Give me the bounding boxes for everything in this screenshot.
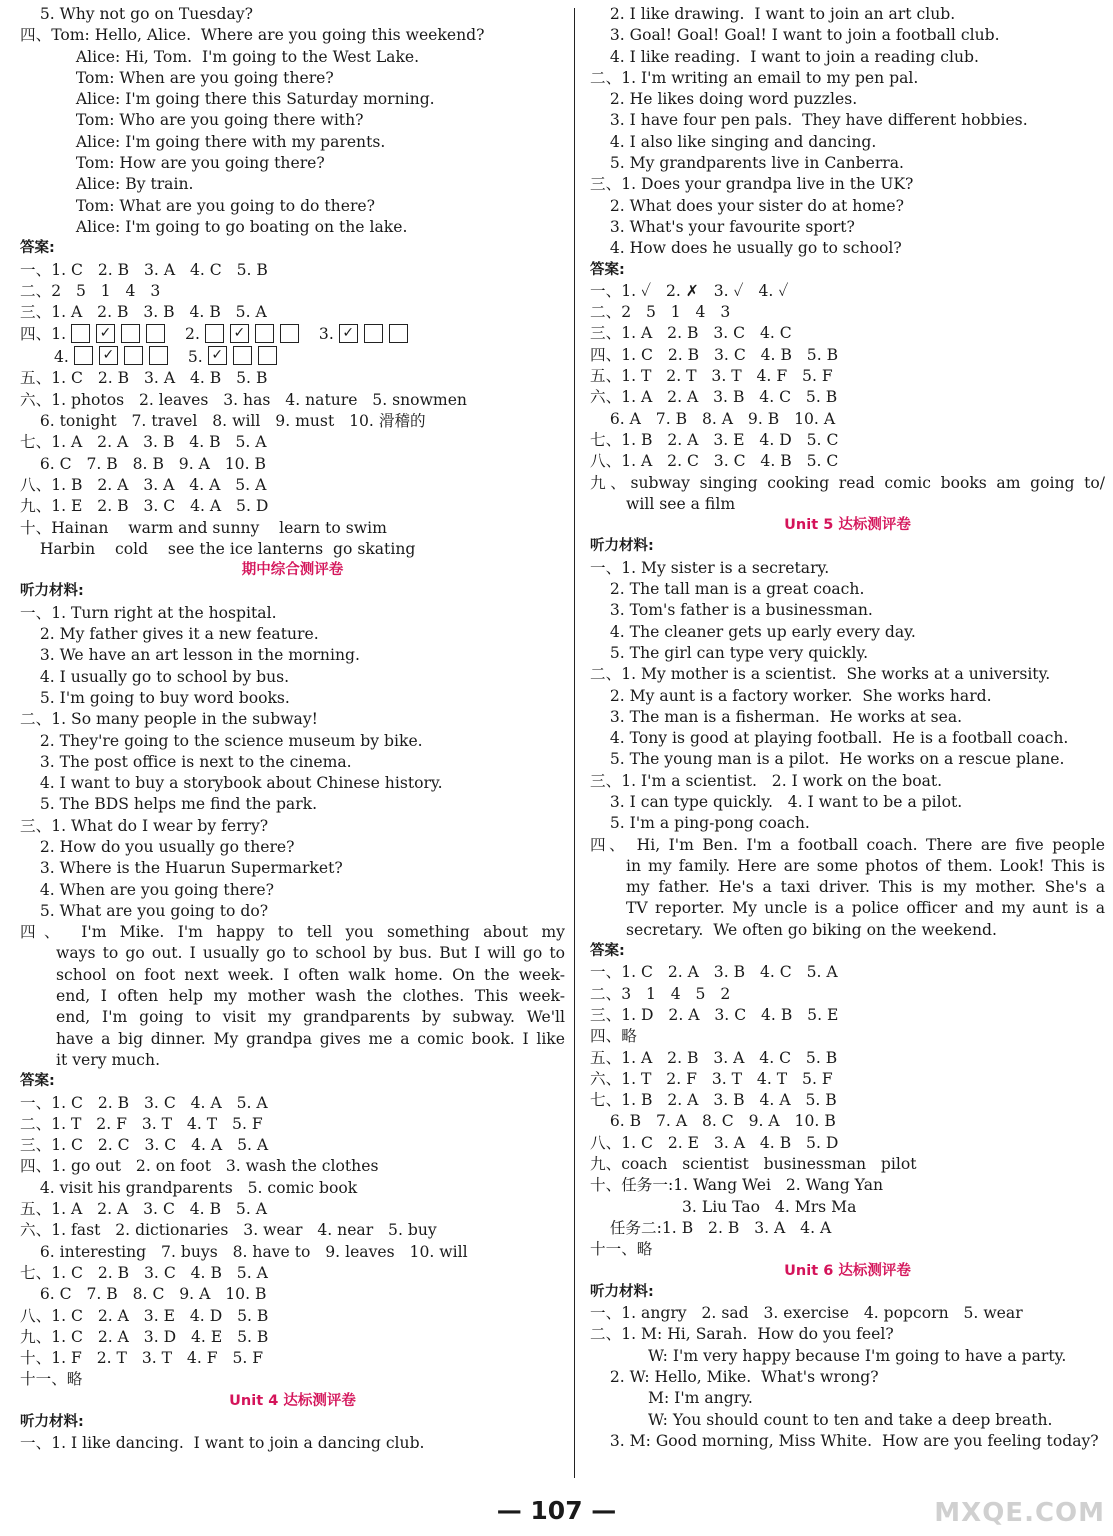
text-line: school on foot next week. I often walk home. On the week- [56, 965, 565, 984]
text-line: 九、coach scientist businessman pilot [590, 1155, 917, 1174]
text-line: 4. How does he usually go to school? [590, 239, 902, 258]
text-line: end, I often help my mother wash the clothes. This week- [56, 987, 565, 1006]
right-column [590, 4, 1105, 1452]
text-line: 五、1. T 2. T 3. T 4. F 5. F [590, 367, 833, 386]
text-line: 一、1. angry 2. sad 3. exercise 4. popcorn 5. wear [590, 1304, 1023, 1323]
section-heading: 答案: [20, 240, 55, 257]
answer-checkbox: ✓ [96, 324, 115, 343]
text-line: ways to go out. I usually go to school by bus. But I will go to [56, 944, 565, 963]
text-line: 二、1. My mother is a scientist. She works at a university. [590, 665, 1051, 684]
text-line: 4. Tony is good at playing football. He is a football coach. [590, 729, 1069, 748]
text-line: W: I'm very happy because I'm going to have a party. [648, 1346, 1067, 1365]
text-line: 2. How do you usually go there? [20, 837, 295, 856]
text-line: 二、3 1 4 5 2 [590, 984, 731, 1003]
text-line: 八、1. A 2. C 3. C 4. B 5. C [590, 452, 839, 471]
text-line: 三、1. What do I wear by ferry? [20, 816, 269, 835]
section-heading: 听力材料: [590, 1283, 654, 1300]
text-line: 三、1. A 2. B 3. C 4. C [590, 324, 792, 343]
text-line: 九、subway singing cooking read comic books am going to/ [590, 473, 1105, 492]
text-line: 5. Why not go on Tuesday? [20, 5, 253, 23]
text-line: 二、1. I'm writing an email to my pen pal. [590, 68, 919, 87]
text-line: W: You should count to ten and take a deep breath. [648, 1410, 1053, 1429]
answer-checkbox [121, 324, 140, 343]
text-line: Harbin cold see the ice lanterns go skating [20, 539, 416, 558]
line-label: 5. [187, 347, 203, 366]
text-line: 三、1. Does your grandpa live in the UK? [590, 175, 914, 194]
text-line: TV reporter. My uncle is a police officer and my aunt is a [626, 899, 1105, 918]
text-line: Tom: How are you going there? [56, 154, 325, 173]
text-line: 2. They're going to the science museum by bike. [20, 731, 423, 750]
text-line: 一、1. ✓ 2. ✗ 3. ✓ 4. ✓ [590, 281, 789, 300]
answer-checkbox: ✓ [230, 324, 249, 343]
text-line: 十、1. F 2. T 3. T 4. F 5. F [20, 1349, 264, 1368]
text-line: 5. My grandparents live in Canberra. [590, 154, 904, 173]
section-heading: 听力材料: [20, 1414, 84, 1430]
text-line: Alice: Hi, Tom. I'm going to the West Lake. [56, 47, 420, 66]
text-line: 一、1. C 2. B 3. A 4. C 5. B [20, 260, 268, 279]
text-line: 一、1. I like dancing. I want to join a dancing club. [20, 1434, 425, 1453]
text-line: 5. The girl can type very quickly. [590, 643, 869, 662]
text-line: 二、1. So many people in the subway! [20, 710, 318, 729]
text-line: 四、 I'm Mike. I'm happy to tell you something about my [20, 923, 565, 942]
text-line: 3. I have four pen pals. They have different hobbies. [590, 111, 1028, 130]
text-line: 七、1. A 2. A 3. B 4. B 5. A [20, 433, 267, 452]
answer-checkbox [233, 346, 252, 365]
text-line: 六、1. A 2. A 3. B 4. C 5. B [590, 388, 838, 407]
text-line: 2. My father gives it a new feature. [20, 625, 319, 644]
answer-checkbox: ✓ [339, 324, 358, 343]
text-line: 九、1. C 2. A 3. D 4. E 5. B [20, 1327, 269, 1346]
text-line: 3. M: Good morning, Miss White. How are you feeling today? [590, 1431, 1099, 1450]
section-heading: 答案: [590, 261, 625, 278]
text-line: 六、1. fast 2. dictionaries 3. wear 4. near 5. buy [20, 1221, 437, 1240]
text-line: 三、1. A 2. B 3. B 4. B 5. A [20, 303, 267, 322]
text-line: 6. interesting 7. buys 8. have to 9. leaves 10. will [20, 1242, 468, 1261]
answer-checkbox: ✓ [208, 346, 227, 365]
text-line: 4. I also like singing and dancing. [590, 132, 877, 151]
text-line: 3. What's your favourite sport? [590, 217, 855, 236]
text-line: 4. I like reading. I want to join a reading club. [590, 47, 979, 66]
section-title: Unit 4 达标测评卷 [229, 1392, 356, 1409]
section-heading: 答案: [590, 943, 625, 960]
text-line: Alice: I'm going to go boating on the lake. [56, 217, 408, 236]
text-line: 十一、略 [590, 1240, 653, 1259]
answer-checkbox [146, 324, 165, 343]
answer-checkbox [205, 324, 224, 343]
text-line: 2. What does your sister do at home? [590, 196, 905, 215]
answer-checkbox [124, 346, 143, 365]
answer-checkbox [149, 346, 168, 365]
text-line: 3. The man is a fisherman. He works at sea. [590, 707, 963, 726]
text-line: 3. The post office is next to the cinema. [20, 752, 352, 771]
text-line: 五、1. A 2. A 3. C 4. B 5. A [20, 1200, 268, 1219]
text-line: 5. The BDS helps me find the park. [20, 795, 318, 814]
text-line: 七、1. C 2. B 3. C 4. B 5. A [20, 1263, 268, 1282]
text-line: 4. When are you going there? [20, 880, 275, 899]
column-divider [574, 8, 575, 1478]
section-title: 期中综合测评卷 [241, 562, 344, 579]
text-line: in my family. Here are some photos of them. Look! This is [626, 856, 1105, 875]
text-line: 八、1. B 2. A 3. A 4. A 5. A [20, 475, 267, 494]
checkbox-answer-row [20, 346, 565, 369]
section-heading: 听力材料: [20, 583, 84, 600]
text-line: end, I'm going to visit my grandparents by subway. We'll [56, 1008, 565, 1027]
text-line: 一、1. C 2. B 3. C 4. A 5. A [20, 1093, 268, 1112]
text-line: 3. Where is the Huarun Supermarket? [20, 859, 343, 878]
text-line: 五、1. C 2. B 3. A 4. B 5. B [20, 369, 268, 388]
text-line: 三、1. D 2. A 3. C 4. B 5. E [590, 1005, 839, 1024]
text-line: 4. The cleaner gets up early every day. [590, 622, 916, 641]
watermark-logo: MXQE.COM [934, 1498, 1105, 1528]
text-line: 三、1. I'm a scientist. 2. I work on the boat. [590, 771, 943, 790]
text-line: 5. The young man is a pilot. He works on a rescue plane. [590, 750, 1065, 769]
text-line: 6. C 7. B 8. B 9. A 10. B [20, 454, 266, 473]
text-line: 六、1. photos 2. leaves 3. has 4. nature 5. snowmen [20, 390, 467, 409]
text-line: 5. I'm a ping-pong coach. [590, 814, 810, 833]
text-line: my father. He's a taxi driver. This is my mother. She's a [626, 878, 1105, 897]
text-line: Tom: Who are you going there with? [56, 111, 364, 130]
answer-checkbox [74, 346, 93, 365]
text-line: 3. Liu Tao 4. Mrs Ma [682, 1197, 857, 1216]
answer-checkbox [255, 324, 274, 343]
text-line: 四、1. C 2. B 3. C 4. B 5. B [590, 345, 839, 364]
text-line: 一、1. C 2. A 3. B 4. C 5. A [590, 963, 838, 982]
text-line: secretary. We often go biking on the weekend. [626, 920, 997, 939]
text-line: M: I'm angry. [648, 1389, 753, 1408]
checkbox-answer-row [20, 323, 565, 346]
text-line: 2. W: Hello, Mike. What's wrong? [590, 1368, 879, 1386]
answer-checkbox [258, 346, 277, 365]
text-line: 2. He likes doing word puzzles. [590, 90, 858, 109]
text-line: 4. I want to buy a storybook about Chinese history. [20, 774, 443, 793]
text-line: 6. C 7. B 8. C 9. A 10. B [20, 1285, 267, 1304]
answer-checkbox [389, 324, 408, 343]
text-line: 3. Tom's father is a businessman. [590, 601, 873, 620]
text-line: Tom: When are you going there? [56, 68, 334, 87]
answer-checkbox [364, 324, 383, 343]
text-line: 一、1. My sister is a secretary. [590, 558, 830, 577]
text-line: 任务二:1. B 2. B 3. A 4. A [590, 1218, 832, 1237]
text-line: will see a film [626, 494, 736, 513]
text-line: 6. A 7. B 8. A 9. B 10. A [590, 409, 836, 428]
line-label: 2. [185, 325, 200, 344]
section-title: Unit 5 达标测评卷 [784, 517, 911, 534]
text-line: 2. I like drawing. I want to join an art club. [590, 5, 956, 23]
left-column [20, 4, 565, 1455]
text-line: Tom: What are you going to do there? [56, 196, 375, 215]
section-heading: 答案: [20, 1073, 55, 1090]
text-line: Alice: I'm going there this Saturday morning. [56, 90, 435, 109]
text-line: 6. B 7. A 8. C 9. A 10. B [590, 1112, 836, 1131]
text-line: 二、2 5 1 4 3 [590, 303, 731, 322]
text-line: 一、1. Turn right at the hospital. [20, 603, 277, 622]
text-line: 五、1. A 2. B 3. A 4. C 5. B [590, 1048, 838, 1067]
text-line: 七、1. B 2. A 3. E 4. D 5. C [590, 430, 839, 449]
text-line: 四、1. go out 2. on foot 3. wash the clothes [20, 1157, 379, 1176]
text-line: 十、任务一:1. Wang Wei 2. Wang Yan [590, 1176, 884, 1195]
text-line: 四、略 [590, 1027, 637, 1046]
text-line: 十一、略 [20, 1370, 83, 1389]
text-line: 三、1. C 2. C 3. C 4. A 5. A [20, 1136, 269, 1155]
text-line: 二、2 5 1 4 3 [20, 281, 161, 300]
text-line: 二、1. M: Hi, Sarah. How do you feel? [590, 1325, 894, 1344]
answer-checkbox [71, 324, 90, 343]
text-line: 二、1. T 2. F 3. T 4. T 5. F [20, 1114, 263, 1133]
page-number: — 107 — [496, 1496, 617, 1525]
text-line: 四、 Hi, I'm Ben. I'm a football coach. There are five people [590, 835, 1105, 854]
text-line: it very much. [56, 1050, 161, 1069]
line-label: 3. [318, 325, 334, 344]
text-line: 3. I can type quickly. 4. I want to be a pilot. [590, 792, 963, 811]
text-line: have a big dinner. My grandpa gives me a comic book. I like [56, 1029, 565, 1048]
text-line: 4. I usually go to school by bus. [20, 667, 290, 686]
text-line: 2. The tall man is a great coach. [590, 580, 865, 599]
text-line: 六、1. T 2. F 3. T 4. T 5. F [590, 1069, 833, 1088]
text-line: 4. visit his grandparents 5. comic book [20, 1178, 358, 1197]
text-line: 七、1. B 2. A 3. B 4. A 5. B [590, 1091, 837, 1110]
page-number-value: 107 [530, 1496, 583, 1525]
text-line: 3. Goal! Goal! Goal! I want to join a football club. [590, 26, 1000, 45]
text-line: 2. My aunt is a factory worker. She works hard. [590, 686, 992, 705]
line-label: 4. [54, 347, 69, 366]
text-line: Alice: I'm going there with my parents. [56, 132, 386, 151]
text-line: 四、Tom: Hello, Alice. Where are you going this weekend? [20, 26, 485, 45]
section-title: Unit 6 达标测评卷 [784, 1262, 911, 1279]
section-heading: 听力材料: [590, 538, 654, 555]
text-line: 5. What are you going to do? [20, 901, 269, 920]
text-line: 6. tonight 7. travel 8. will 9. must 10. 滑稽的 [20, 412, 426, 431]
answer-checkbox: ✓ [99, 346, 118, 365]
text-line: 九、1. E 2. B 3. C 4. A 5. D [20, 497, 269, 516]
text-line: Alice: By train. [56, 175, 194, 194]
text-line: 八、1. C 2. A 3. E 4. D 5. B [20, 1306, 269, 1325]
line-label: 四、1. [20, 325, 67, 344]
text-line: 5. I'm going to buy word books. [20, 688, 290, 707]
text-line: 八、1. C 2. E 3. A 4. B 5. D [590, 1133, 839, 1152]
text-line: 十、Hainan warm and sunny learn to swim [20, 518, 387, 537]
text-line: 3. We have an art lesson in the morning. [20, 646, 360, 665]
answer-checkbox [280, 324, 299, 343]
